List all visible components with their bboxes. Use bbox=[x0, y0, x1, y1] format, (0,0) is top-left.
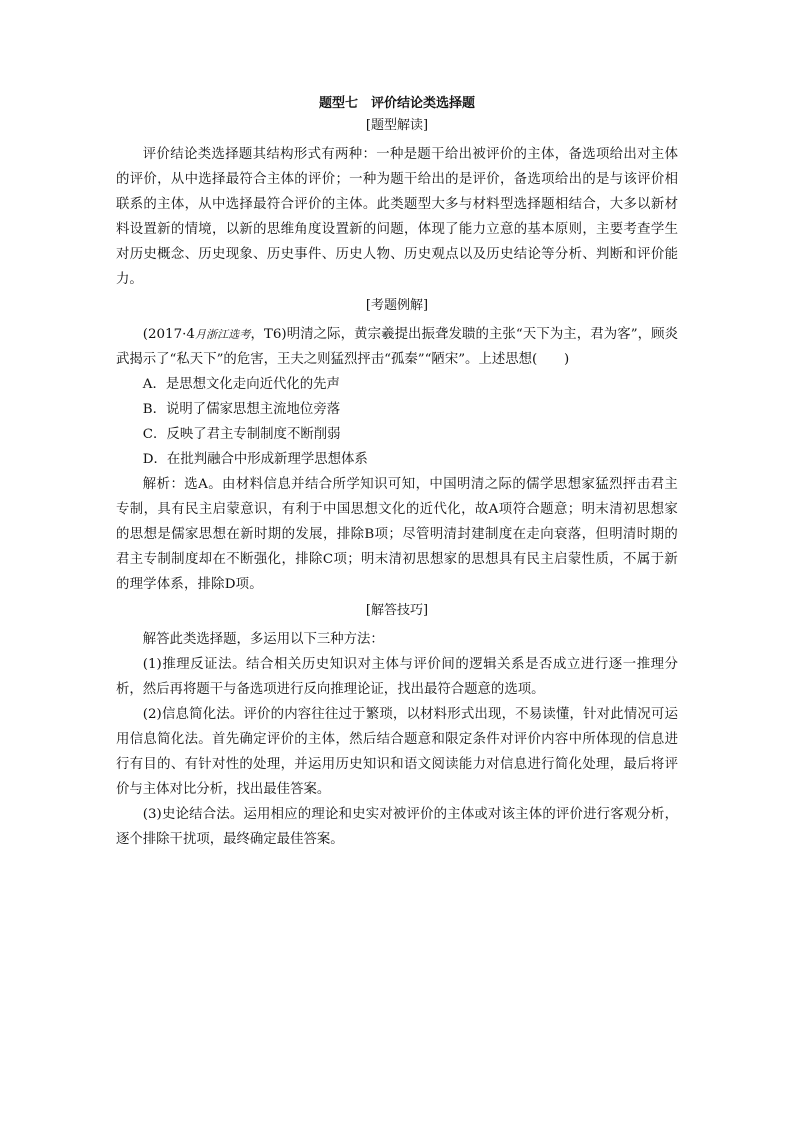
interpretation-paragraph: 评价结论类选择题其结构形式有两种：一种是题干给出被评价的主体，备选项给出对主体的评价，从中选择最符合主体的评价；一种为题干给出的是评价，备选项给出的是与该评价相联系的主体，从中选择最符合评价的主体。此类题型大多与材料型选择题相结合，大多以新材料设置新的情境，以新的思维角度设置新的问题，体现了能力立意的基本原则，主要考查学生对历史概念、历史现象、历史事件、历史人物、历史观点以及历史结论等分析、判断和评价能力。 bbox=[116, 147, 678, 287]
section-header-skills: [解答技巧] bbox=[365, 603, 429, 618]
option-c: C．反映了君主专制制度不断削弱 bbox=[142, 427, 341, 442]
skills-intro: 解答此类选择题，多运用以下三种方法： bbox=[142, 632, 384, 647]
method-history-theory: (3)史论结合法。运用相应的理论和史实对被评价的主体或对该主体的评价进行客观分析，逐个排除干扰项，最终确定最佳答案。 bbox=[116, 807, 678, 847]
example-stem: 明清之际，黄宗羲提出振聋发聩的主张“天下为主，君为客”，顾炎武揭示了“私天下”的危害，王夫之则猛烈抨击“孤秦”“陋宋”。上述思想( ) bbox=[116, 327, 679, 367]
section-header-example: [考题例解] bbox=[365, 298, 429, 313]
document-page bbox=[116, 94, 678, 852]
example-question bbox=[116, 322, 678, 372]
option-d: D．在批判融合中形成新理学思想体系 bbox=[142, 452, 368, 467]
option-b: B．说明了儒家思想主流地位旁落 bbox=[142, 402, 341, 417]
method-reasoning: (1)推理反证法。结合相关历史知识对主体与评价间的逻辑关系是否成立进行逐一推理分析，然后再将题干与备选项进行反向推理论证，找出最符合题意的选项。 bbox=[116, 657, 678, 697]
example-source-suffix: ，T6) bbox=[250, 327, 287, 342]
section-header-interpretation: [题型解读] bbox=[365, 118, 429, 133]
page-title: 题型七 评价结论类选择题 bbox=[318, 96, 475, 111]
example-source-prefix: (2017·4 bbox=[142, 327, 195, 342]
method-simplification: (2)信息简化法。评价的内容往往过于繁琐，以材料形式出现，不易读懂，针对此情况可运用信息简化法。首先确定评价的主体，然后结合题意和限定条件对评价内容中所体现的信息进行有目的、有针对性的处理，并运用历史知识和语文阅读能力对信息进行简化处理，最后将评价与主体对比分析，找出最佳答案。 bbox=[116, 707, 678, 797]
example-source-label: 月浙江选考 bbox=[194, 328, 251, 341]
option-a: A．是思想文化走向近代化的先声 bbox=[142, 377, 340, 392]
example-analysis: 解析：选A。由材料信息并结合所学知识可知，中国明清之际的儒学思想家猛烈抨击君主专制，具有民主启蒙意识，有利于中国思想文化的近代化，故A项符合题意；明末清初思想家的思想是儒家思想在新时期的发展，排除B项；尽管明清封建制度在走向衰落，但明清时期的君主专制制度却在不断强化，排除C项；明末清初思想家的思想具有民主启蒙性质，不属于新的理学体系，排除D项。 bbox=[116, 477, 678, 592]
